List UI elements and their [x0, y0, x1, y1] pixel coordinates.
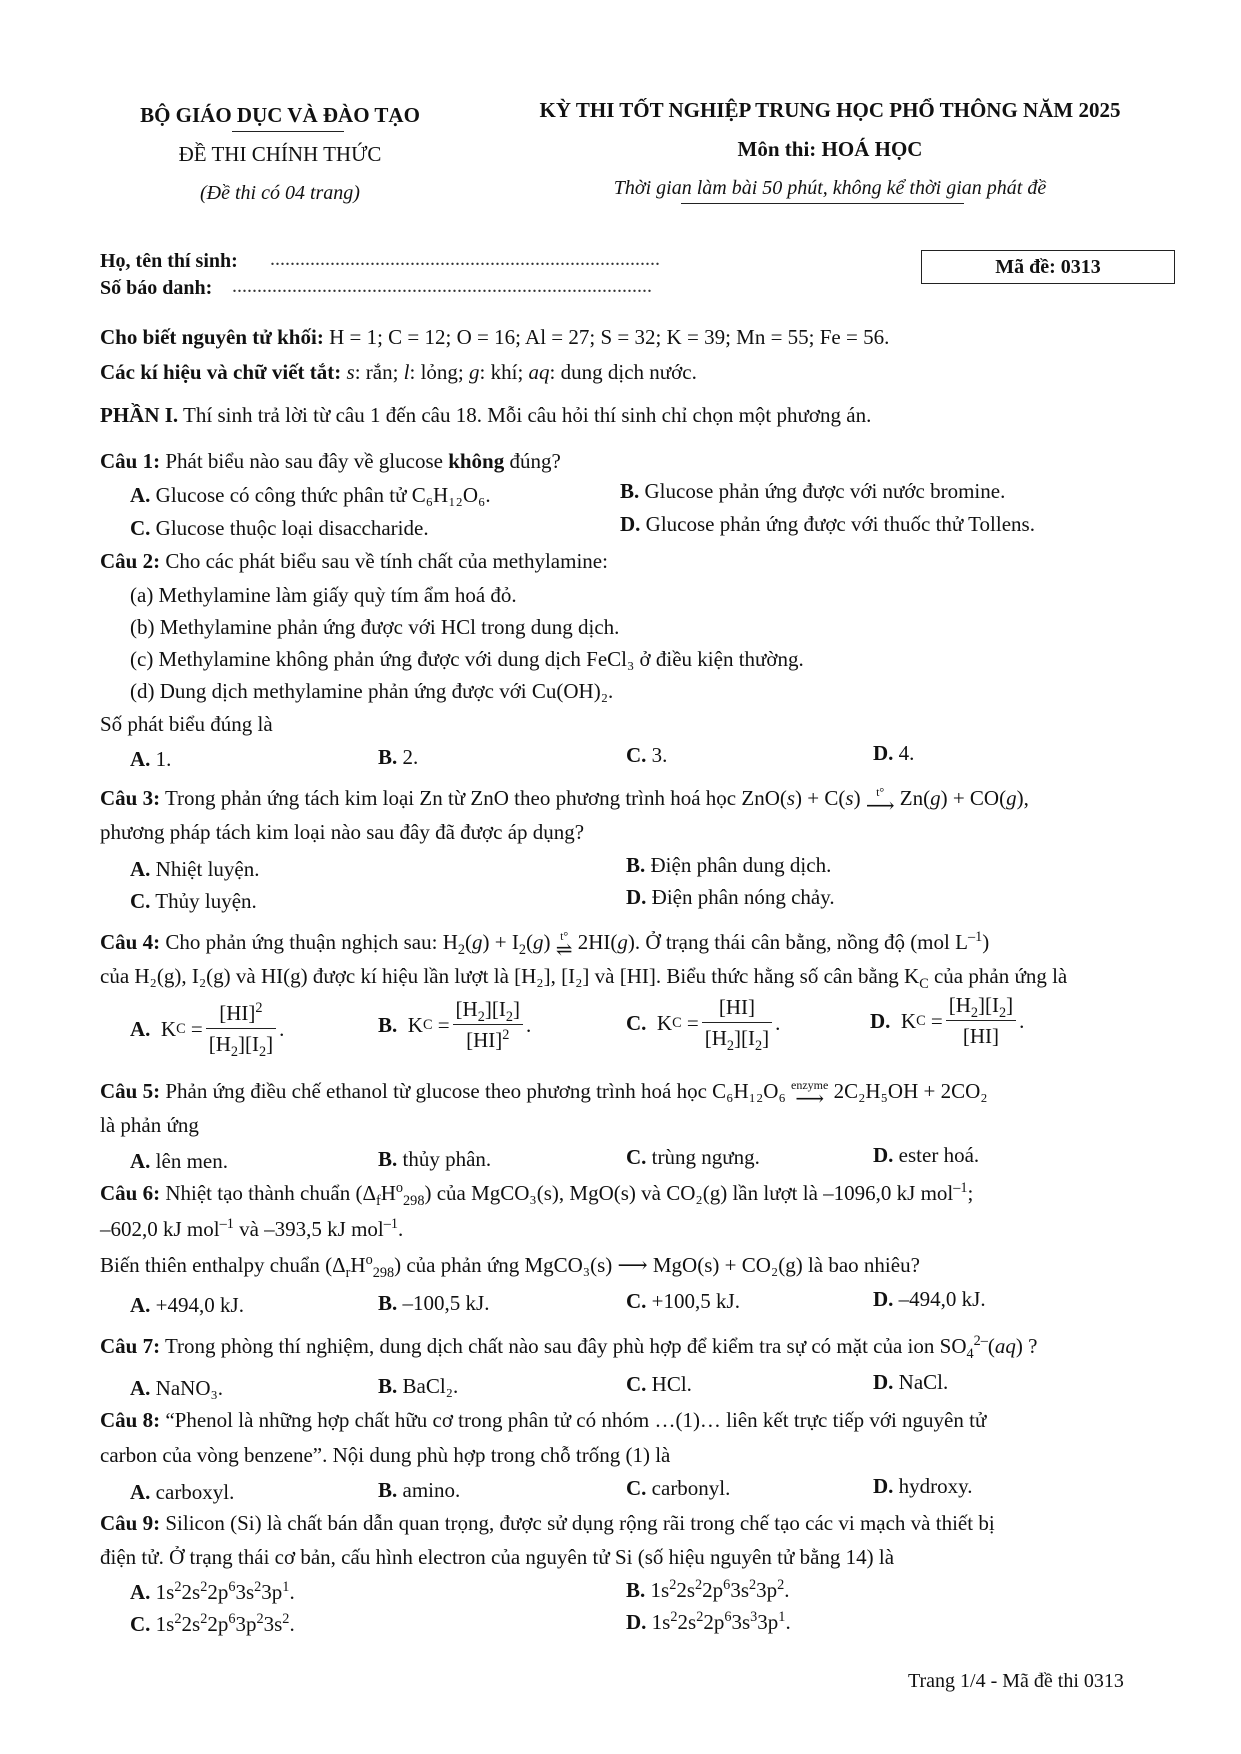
question-4-text: Cho phản ứng thuận nghịch sau: — [165, 930, 438, 954]
option-text: 3. — [651, 743, 668, 767]
option-letter: C. — [626, 1476, 647, 1500]
enzyme-label: enzyme — [791, 1078, 829, 1093]
q6-option-a[interactable] — [130, 1293, 244, 1318]
q3-option-d[interactable] — [626, 885, 835, 910]
option-text: trùng ngưng. — [651, 1145, 760, 1169]
question-6-text-6: ) của phản ứng MgCO₃(s) ⟶ MgO(s) + CO₂(g) là bao nhiêu? — [394, 1253, 920, 1277]
option-text: HCl. — [651, 1372, 692, 1396]
q8-option-c[interactable] — [626, 1476, 730, 1501]
q3-option-c[interactable] — [130, 889, 257, 914]
question-1-emphasis: không — [448, 449, 505, 473]
atomic-mass-line — [100, 325, 889, 350]
question-6-line3: Biến thiên enthalpy chuẩn $(\Delta_rH^o_{298})$ của phản ứng MgCO₃(s) ⟶ MgO(s) + CO₂(g) là bao nhiêu? — [100, 1252, 920, 1282]
abbr-s: s — [346, 360, 355, 384]
question-9-line2: điện tử. Ở trạng thái cơ bản, cấu hình electron của nguyên tử Si (số hiệu nguyên tử bằng 14) là — [100, 1545, 895, 1569]
abbr-l-text: : lỏng; — [409, 360, 464, 384]
part-1-label: PHẦN I. — [100, 403, 179, 427]
abbr-g: g — [469, 360, 480, 384]
question-8-text: “Phenol là những hợp chất hữu cơ trong phân tử có nhóm …(1)… liên kết trực tiếp với nguyên tử — [165, 1408, 987, 1432]
question-6-text-3: –602,0 kJ mol — [100, 1217, 220, 1241]
question-9-label: Câu 9: — [100, 1511, 161, 1535]
q2-statement-c: (c) Methylamine không phản ứng được với dung dịch FeCl₃ ở điều kiện thường. — [130, 647, 804, 671]
question-4-text-3: của H₂(g), I₂(g) và HI(g) được kí hiệu lần lượt là [H₂], [I₂] và [HI]. Biểu thức hằng số cân bằng K — [100, 964, 920, 988]
q2-option-a[interactable] — [130, 747, 171, 772]
pages-note: (Đề thi có 04 trang) — [200, 182, 360, 204]
question-4-text-2: Ở trạng thái cân bằng, nồng độ (mol L — [645, 930, 968, 954]
ministry-name: BỘ GIÁO DỤC VÀ ĐÀO TẠO — [140, 103, 420, 127]
option-letter: B. — [378, 1147, 398, 1171]
question-5-label: Câu 5: — [100, 1079, 161, 1103]
option-letter: B. — [378, 1291, 398, 1315]
option-text: 1. — [155, 747, 172, 771]
question-7-label: Câu 7: — [100, 1334, 161, 1358]
option-letter: B. — [620, 479, 640, 503]
question-3-text: Trong phản ứng tách kim loại Zn từ ZnO theo phương trình hoá học ZnO( — [164, 786, 787, 810]
question-1-text: Phát biểu nào sau đây về glucose — [165, 449, 443, 473]
option-letter: C. — [626, 1145, 647, 1169]
option-letter: A. — [130, 857, 151, 881]
option-text: Glucose có công thức phân tử C₆H₁₂O₆. — [155, 483, 491, 507]
question-5-products: 2C₂H₅OH + 2CO₂ — [833, 1079, 988, 1103]
q1-option-b[interactable] — [620, 479, 1005, 504]
question-1 — [100, 449, 561, 474]
q2-option-c[interactable] — [626, 743, 667, 768]
abbr-aq: aq — [528, 360, 550, 384]
option-text: Glucose thuộc loại disaccharide. — [155, 516, 429, 540]
q3-option-b[interactable] — [626, 853, 831, 878]
question-8-line2: carbon của vòng benzene”. Nội dung phù hợp trong chỗ trống (1) là — [100, 1443, 671, 1467]
option-text: Thủy luyện. — [155, 889, 257, 913]
q2-statement-d: (d) Dung dịch methylamine phản ứng được với Cu(OH)₂. — [130, 679, 614, 703]
candidate-name-label: Họ, tên thí sinh: — [100, 250, 238, 272]
question-6-text: Nhiệt tạo thành chuẩn ( — [165, 1181, 363, 1205]
question-5 — [100, 1078, 988, 1111]
option-text: 4. — [898, 741, 915, 765]
q9-option-b[interactable]: B. $1s^22s^22p^63s^23p^2$. — [626, 1577, 790, 1602]
subject-label: Môn thi: HOÁ HỌC — [737, 137, 923, 161]
q6-option-d[interactable] — [873, 1287, 986, 1312]
option-letter: C. — [626, 1289, 647, 1313]
option-letter: C. — [130, 516, 151, 540]
part-1-instructions — [100, 403, 871, 428]
atomic-mass-values: H = 1; C = 12; O = 16; Al = 27; S = 32; K = 39; Mn = 55; Fe = 56. — [329, 325, 890, 349]
option-text: hydroxy. — [898, 1474, 973, 1498]
page-footer: Trang 1/4 - Mã đề thi 0313 — [908, 1670, 1124, 1692]
q4-option-b[interactable]: B. K C = $\frac{[H_2][I_2]}{[HI]^2}$ . — [378, 997, 532, 1052]
q5-option-c[interactable] — [626, 1145, 760, 1170]
q5-option-a[interactable] — [130, 1149, 228, 1174]
option-letter: A. — [130, 483, 151, 507]
option-letter: C. — [626, 1372, 647, 1396]
option-letter: A. — [130, 747, 151, 771]
option-text: +494,0 kJ. — [155, 1293, 244, 1317]
q2-statement-a: (a) Methylamine làm giấy quỳ tím ẩm hoá đỏ. — [130, 583, 517, 607]
option-letter: D. — [873, 1474, 894, 1498]
q2-ask: Số phát biểu đúng là — [100, 712, 273, 736]
q8-option-a[interactable] — [130, 1480, 234, 1505]
option-letter: D. — [620, 512, 641, 536]
option-text: 2. — [402, 745, 419, 769]
option-letter: D. — [626, 885, 647, 909]
option-text: –100,5 kJ. — [402, 1291, 490, 1315]
option-letter: A. — [130, 1580, 151, 1604]
q2-option-b[interactable] — [378, 745, 418, 770]
option-text: carbonyl. — [651, 1476, 731, 1500]
option-text: thủy phân. — [402, 1147, 492, 1171]
option-letter: D. — [626, 1610, 647, 1634]
heat-arrow: t° ⟶ — [865, 785, 895, 818]
equilibrium-arrow: t° ⇌ — [555, 929, 573, 962]
option-text: BaCl₂. — [402, 1374, 459, 1398]
option-letter: B. — [378, 1012, 398, 1037]
q4-option-a[interactable]: A. K C = $\frac{[HI]^2}{[H_2][I_2]}$ . — [130, 1000, 285, 1061]
part-1-text: Thí sinh trả lời từ câu 1 đến câu 18. Mỗi câu hỏi thí sinh chỉ chọn một phương án. — [183, 403, 872, 427]
option-text: carboxyl. — [155, 1480, 235, 1504]
option-letter: D. — [873, 1143, 894, 1167]
exam-code-box — [921, 250, 1175, 284]
question-1-text-end: đúng? — [509, 449, 561, 473]
option-text: amino. — [402, 1478, 461, 1502]
option-letter: C. — [626, 743, 647, 767]
exam-title: KỲ THI TỐT NGHIỆP TRUNG HỌC PHỔ THÔNG NĂM 2025 — [539, 98, 1121, 122]
option-text: Glucose phản ứng được với thuốc thử Tollens. — [645, 512, 1035, 536]
option-text: Điện phân dung dịch. — [650, 853, 832, 877]
option-text: NaNO₃. — [155, 1376, 224, 1400]
question-2-label: Câu 2: — [100, 549, 161, 573]
option-letter: B. — [378, 745, 398, 769]
question-6-text-5: Biến thiên enthalpy chuẩn ( — [100, 1253, 333, 1277]
time-note: Thời gian làm bài 50 phút, không kể thời gian phát đề — [613, 177, 1047, 199]
question-4-line2: của H₂(g), I₂(g) và HI(g) được kí hiệu lần lượt là [H₂], [I₂] và [HI]. Biểu thức hằng số cân bằng $K_C$ của phản ứng là — [100, 964, 1068, 993]
question-5-line2: là phản ứng — [100, 1113, 199, 1137]
question-4-label: Câu 4: — [100, 930, 161, 954]
candidate-name-dots: .............................................................................. — [270, 248, 660, 270]
question-5-text: Phản ứng điều chế ethanol từ glucose theo phương trình hoá học C₆H₁₂O₆ — [165, 1079, 786, 1103]
q8-option-b[interactable] — [378, 1478, 460, 1503]
q7-option-a[interactable] — [130, 1376, 223, 1401]
exam-code: Mã đề: 0313 — [995, 256, 1101, 278]
question-8 — [100, 1408, 986, 1433]
question-6-text-4: và –393,5 kJ mol — [239, 1217, 384, 1241]
q7-option-c[interactable] — [626, 1372, 692, 1397]
question-9 — [100, 1511, 995, 1536]
q5-option-d[interactable] — [873, 1143, 979, 1168]
option-letter: A. — [130, 1376, 151, 1400]
option-letter: D. — [873, 741, 894, 765]
option-text: lên men. — [155, 1149, 228, 1173]
option-letter: A. — [130, 1480, 151, 1504]
q7-option-b[interactable] — [378, 1374, 458, 1399]
time-underline — [681, 203, 964, 204]
question-4-text-4: của phản ứng là — [933, 964, 1068, 988]
abbr-aq-text: : dung dịch nước. — [549, 360, 697, 384]
option-letter: B. — [626, 1578, 646, 1602]
candidate-id-dots: .................................................................................... — [232, 275, 652, 297]
option-text: +100,5 kJ. — [651, 1289, 740, 1313]
q1-option-d[interactable] — [620, 512, 1035, 537]
ministry-underline — [232, 131, 344, 132]
option-letter: C. — [626, 1010, 647, 1035]
enzyme-arrow: enzyme ⟶ — [791, 1078, 829, 1111]
option-letter: D. — [870, 1008, 891, 1033]
question-7-text: Trong phòng thí nghiệm, dung dịch chất nào sau đây phù hợp để kiểm tra sự có mặt của ion — [164, 1334, 935, 1358]
question-6: Câu 6: Nhiệt tạo thành chuẩn $(\Delta_fH^o_{298})$ của MgCO₃(s), MgO(s) và CO₂(g) lần lượt là –1096,0 kJ mol$^{-1}$; — [100, 1180, 974, 1210]
option-letter: A. — [130, 1149, 151, 1173]
option-letter: C. — [130, 889, 151, 913]
q4-option-c[interactable]: C. K C = $\frac{[HI]}{[H_2][I_2]}$ . — [626, 995, 781, 1055]
q9-option-d[interactable]: D. $1s^22s^22p^63s^33p^1$. — [626, 1609, 791, 1634]
q6-option-c[interactable] — [626, 1289, 740, 1314]
question-6-line2: –602,0 kJ mol$^{-1}$ và –393,5 kJ mol$^{-1}$. — [100, 1216, 404, 1241]
option-text: –494,0 kJ. — [898, 1287, 986, 1311]
option-text: NaCl. — [898, 1370, 949, 1394]
option-letter: C. — [130, 1612, 151, 1636]
option-text: ester hoá. — [898, 1143, 980, 1167]
q3-option-a[interactable] — [130, 857, 259, 882]
question-7: Câu 7: Trong phòng thí nghiệm, dung dịch chất nào sau đây phù hợp để kiểm tra sự có mặt của ion $SO_4^{2-}(aq)$ ? — [100, 1333, 1038, 1363]
abbreviation-line — [100, 360, 697, 385]
option-letter: D. — [873, 1287, 894, 1311]
official-label: ĐỀ THI CHÍNH THỨC — [178, 142, 382, 166]
option-letter: B. — [378, 1478, 398, 1502]
q4-option-d[interactable]: D. K C = $\frac{[H_2][I_2]}{[HI]}$ . — [870, 993, 1025, 1048]
question-9-text: Silicon (Si) là chất bán dẫn quan trọng, được sử dụng rộng rãi trong chế tạo các vi mạch và thiết bị — [165, 1511, 995, 1535]
candidate-id-label: Số báo danh: — [100, 277, 213, 299]
option-text: Điện phân nóng chảy. — [651, 885, 835, 909]
question-3-label: Câu 3: — [100, 786, 161, 810]
abbr-s-text: : rắn; — [354, 360, 399, 384]
q7-option-d[interactable] — [873, 1370, 948, 1395]
question-6-text-2: ) của MgCO₃(s), MgO(s) và CO₂(g) lần lượt là –1096,0 kJ mol — [424, 1181, 954, 1205]
abbr-g-text: : khí; — [479, 360, 524, 384]
question-3: Câu 3: Trong phản ứng tách kim loại Zn từ ZnO theo phương trình hoá học ZnO(s) + C(s) t° ⟶ Zn(g) + CO(g), — [100, 785, 1029, 818]
option-text: Glucose phản ứng được với nước bromine. — [644, 479, 1006, 503]
q1-option-c[interactable] — [130, 516, 429, 541]
q2-option-d[interactable] — [873, 741, 914, 766]
q1-option-a[interactable] — [130, 483, 491, 508]
option-letter: B. — [626, 853, 646, 877]
q2-statement-b: (b) Methylamine phản ứng được với HCl trong dung dịch. — [130, 615, 620, 639]
option-letter: B. — [378, 1374, 398, 1398]
question-2-text: Cho các phát biểu sau về tính chất của methylamine: — [165, 549, 608, 573]
question-4: Câu 4: Cho phản ứng thuận nghịch sau: $H_2(g) + I_2(g)$ t° ⇌ 2HI(g). Ở trạng thái cân bằng, nồng độ (mol $L^{-1}$) — [100, 929, 990, 962]
q9-option-c[interactable]: C. $1s^22s^22p^63p^23s^2$. — [130, 1611, 295, 1636]
q5-option-b[interactable] — [378, 1147, 491, 1172]
atomic-mass-label: Cho biết nguyên tử khối: — [100, 325, 324, 349]
abbr-l: l — [403, 360, 410, 384]
option-letter: A. — [130, 1293, 151, 1317]
question-3-line2: phương pháp tách kim loại nào sau đây đã được áp dụng? — [100, 820, 585, 844]
q8-option-d[interactable] — [873, 1474, 973, 1499]
question-1-label: Câu 1: — [100, 449, 161, 473]
abbreviation-label: Các kí hiệu và chữ viết tắt: — [100, 360, 342, 384]
q6-option-b[interactable] — [378, 1291, 489, 1316]
q9-option-a[interactable]: A. $1s^22s^22p^63s^23p^1$. — [130, 1579, 295, 1604]
question-8-label: Câu 8: — [100, 1408, 161, 1432]
question-6-label: Câu 6: — [100, 1181, 161, 1205]
option-letter: A. — [130, 1016, 151, 1041]
option-letter: D. — [873, 1370, 894, 1394]
question-2 — [100, 549, 608, 574]
option-text: Nhiệt luyện. — [155, 857, 260, 881]
